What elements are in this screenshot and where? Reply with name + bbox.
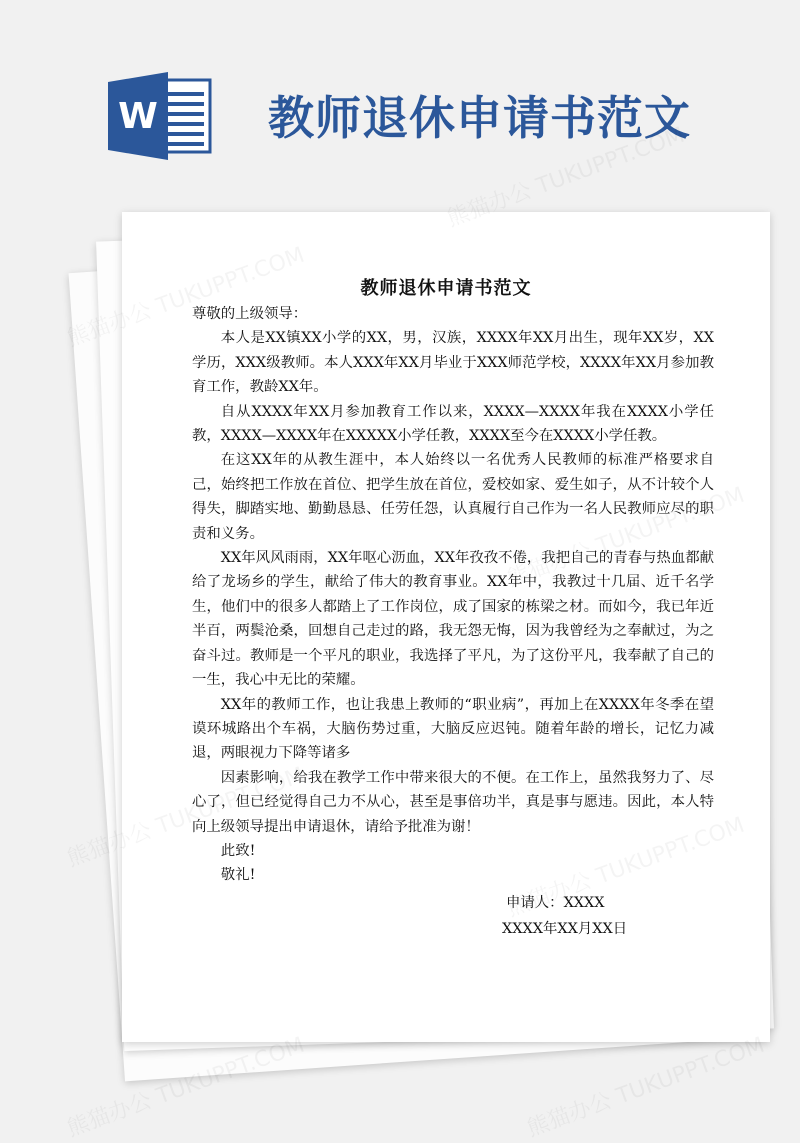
svg-text:W: W	[118, 96, 158, 137]
closing-line-2: 敬礼!	[220, 867, 256, 884]
closing-line-1: 此致!	[220, 842, 256, 859]
date-line: XXXX年XX月XX日	[502, 921, 628, 937]
paragraph-5: XX年的教师工作，也让我患上教师的“职业病”，再加上在XXXX年冬季在望谟环城路出个车祸，大脑伤势过重，大脑反应迟钝。随着年龄的增长，记忆力减退，两眼视力下降等诸多	[192, 696, 714, 762]
paragraph-3: 在这XX年的从教生涯中，本人始终以一名优秀人民教师的标准严格要求自己，始终把工作放在首位、把学生放在首位，爱校如家、爱生如子，从不计较个人得失，脚踏实地、勤勤恳恳、任劳任怨，认真履行自己作为一名人民教师应尽的职责和义务。	[192, 452, 714, 542]
page-title: 教师退休申请书范文	[360, 278, 532, 299]
paragraph-4: XX年风风雨雨，XX年呕心沥血，XX年孜孜不倦，我把自己的青春与热血都献给了龙场乡的学生，献给了伟大的教育事业。XX年中，我教过十几届、近千名学生，他们中的很多人都踏上了工作岗位，成了国家的栋梁之材。而如今，我已年近半百，两鬓沧桑，回想自己走过的路，我无怨无悔，因为我曾经为之奉献过，为之奋斗过。教师是一个平凡的职业，我选择了平凡，为了这份平凡，我奉献了自己的一生，我心中无比的荣耀。	[192, 550, 714, 689]
applicant-line: 申请人：XXXX	[506, 895, 605, 911]
paragraph-1: 本人是XX镇XX小学的XX，男，汉族，XXXX年XX月出生，现年XX岁，XX学历，XXX级教师。本人XXX年XX月毕业于XXX师范学校，XXXX年XX月参加教育工作，教龄XX年。	[192, 330, 714, 396]
paragraph-2: 自从XXXX年XX月参加教育工作以来，XXXX—XXXX年我在XXXX小学任教，XXXX—XXXX年在XXXXX小学任教，XXXX至今在XXXX小学任教。	[192, 403, 714, 445]
paragraph-6: 因素影响，给我在教学工作中带来很大的不便。在工作上，虽然我努力了、尽心了，但已经觉得自己力不从心，甚至是事倍功半，真是事与愿违。因此，本人特向上级领导提出申请退休，请给予批准为谢！	[192, 769, 714, 835]
word-document-icon	[108, 72, 213, 160]
document-body	[192, 302, 714, 888]
header	[0, 0, 800, 210]
document-page	[122, 212, 770, 1042]
salutation: 尊敬的上级领导：	[192, 306, 308, 322]
document-heading: 教师退休申请书范文	[268, 91, 691, 145]
signature-block	[502, 890, 627, 942]
closing	[192, 839, 714, 888]
